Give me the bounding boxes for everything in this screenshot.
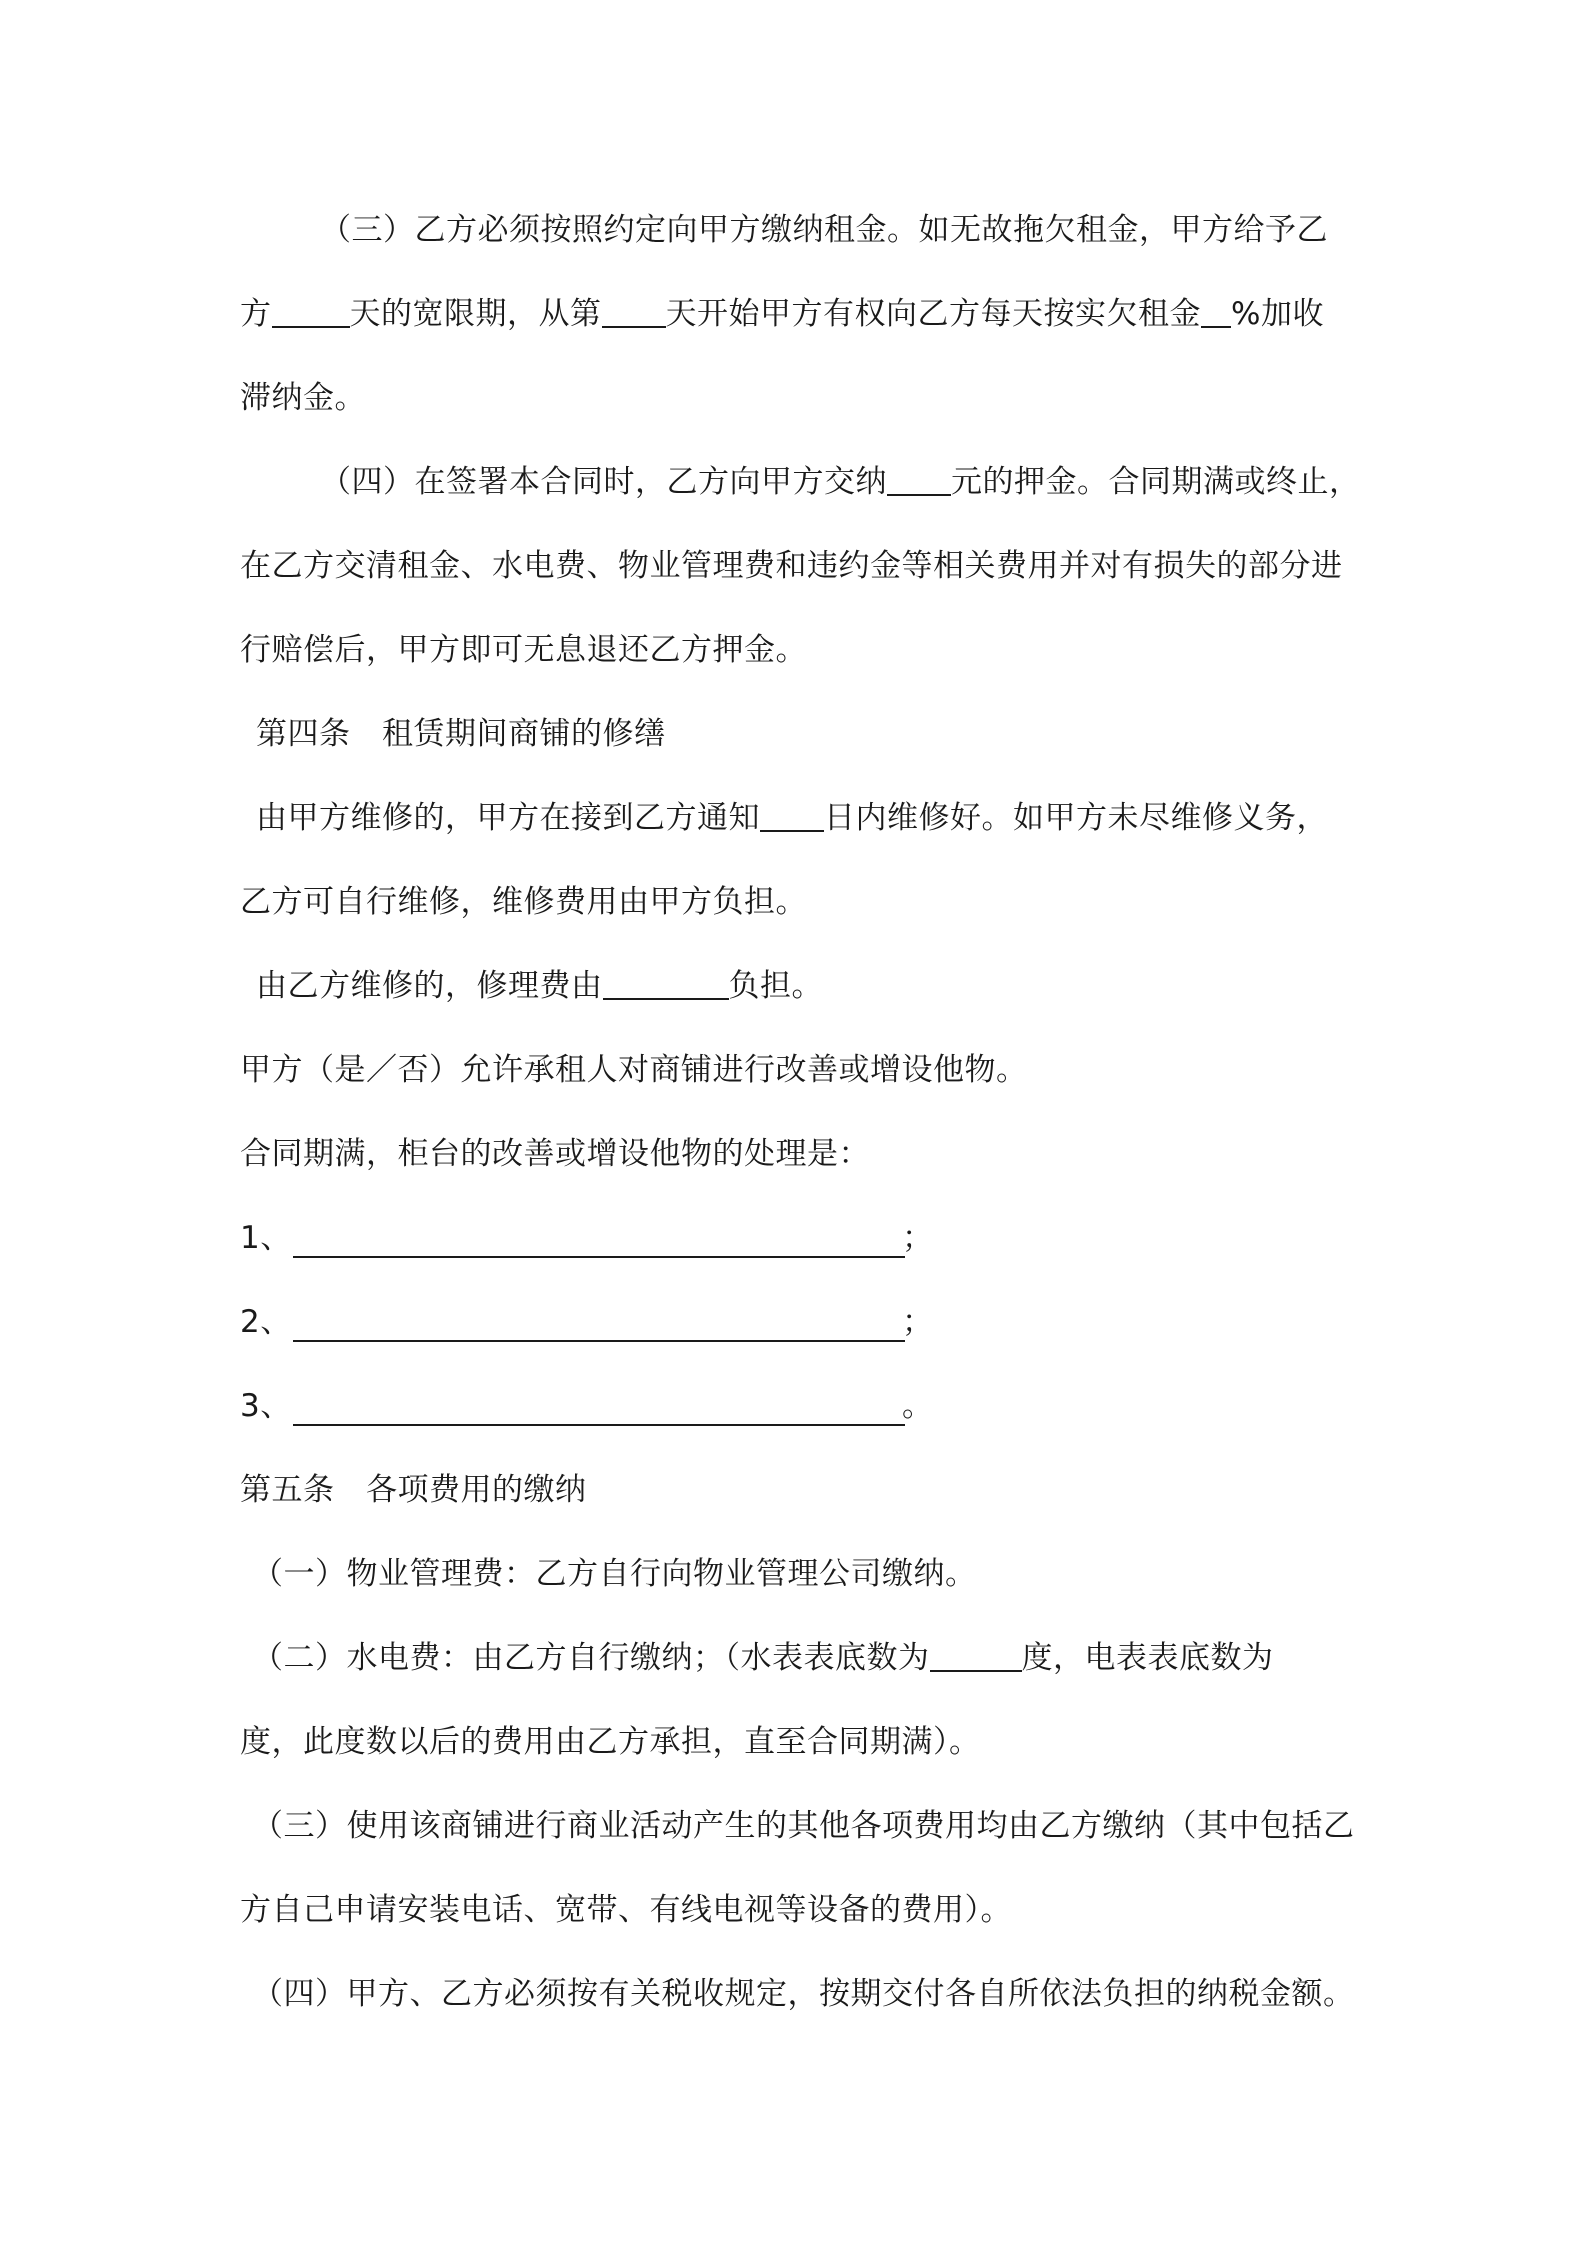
clause-3-item-4-line-1 (320, 462, 1361, 502)
clause-3-item-3-line-3: 滞纳金。 (240, 380, 366, 416)
article-5-item-2-line-2: 度，此度数以后的费用由乙方承担，直至合同期满）。 (240, 1724, 981, 1760)
article-5-item-3-line-2: 方自己申请安装电话、宽带、有线电视等设备的费用）。 (240, 1892, 1012, 1928)
text-segment: 日内维修好。如甲方未尽维修义务， (824, 800, 1328, 836)
text-segment: 由乙方维修的，修理费由 (256, 968, 603, 1004)
article-4-heading: 第四条 租赁期间商铺的修缮 (256, 716, 666, 752)
list-item-2-number: 2、 (240, 1304, 292, 1340)
clause-3-item-4-line-2: 在乙方交清租金、水电费、物业管理费和违约金等相关费用并对有损失的部分进 (240, 548, 1343, 584)
article-4-para-1-line-2: 乙方可自行维修，维修费用由甲方负担。 (240, 884, 807, 920)
list-item-3-end: 。 (902, 1388, 934, 1424)
blank-deposit-amount (887, 462, 951, 496)
list-item-1-number: 1、 (240, 1220, 292, 1256)
text-segment: 天的宽限期，从第 (349, 296, 602, 332)
clause-3-item-3-line-2 (240, 294, 1324, 334)
article-4-para-3: 甲方（是／否）允许承租人对商铺进行改善或增设他物。 (240, 1052, 1028, 1088)
article-5-item-1: （一）物业管理费：乙方自行向物业管理公司缴纳。 (252, 1556, 977, 1592)
article-5-item-3-line-1: （三）使用该商铺进行商业活动产生的其他各项费用均由乙方缴纳（其中包括乙 (252, 1808, 1355, 1844)
text-segment: 方 (240, 296, 272, 332)
text-segment: 元的押金。合同期满或终止， (951, 464, 1361, 500)
text-segment: 负担。 (728, 968, 823, 1004)
list-item-1-blank (293, 1254, 905, 1258)
text-segment: %加收 (1231, 296, 1324, 332)
clause-3-item-4-line-3: 行赔偿后，甲方即可无息退还乙方押金。 (240, 632, 807, 668)
article-4-para-4: 合同期满，柜台的改善或增设他物的处理是： (240, 1136, 870, 1172)
text-segment: 度，电表表底数为 (1021, 1640, 1274, 1676)
text-segment: 由甲方维修的，甲方在接到乙方通知 (256, 800, 760, 836)
text-segment: 天开始甲方有权向乙方每天按实欠租金 (665, 296, 1201, 332)
blank-start-day (602, 294, 666, 328)
text-segment: （四）在签署本合同时，乙方向甲方交纳 (320, 464, 887, 500)
blank-repair-payer (603, 966, 729, 1000)
article-5-heading: 第五条 各项费用的缴纳 (240, 1472, 587, 1508)
article-4-para-2 (256, 966, 823, 1006)
article-5-item-4: （四）甲方、乙方必须按有关税收规定，按期交付各自所依法负担的纳税金额。 (252, 1976, 1355, 2012)
blank-late-fee-percent (1201, 294, 1231, 328)
blank-repair-days (760, 798, 824, 832)
blank-grace-days (272, 294, 350, 328)
blank-water-meter (930, 1638, 1022, 1672)
list-item-3-number: 3、 (240, 1388, 292, 1424)
article-5-item-2-line-1 (252, 1638, 1274, 1678)
list-item-2-end: ； (902, 1304, 934, 1340)
clause-3-item-3-line-1: （三）乙方必须按照约定向甲方缴纳租金。如无故拖欠租金，甲方给予乙 (320, 212, 1328, 248)
list-item-2-blank (293, 1338, 905, 1342)
list-item-1-end: ； (902, 1220, 934, 1256)
text-segment: （二）水电费：由乙方自行缴纳；（水表表底数为 (252, 1640, 930, 1676)
article-4-para-1-line-1 (256, 798, 1328, 838)
list-item-3-blank (293, 1422, 905, 1426)
